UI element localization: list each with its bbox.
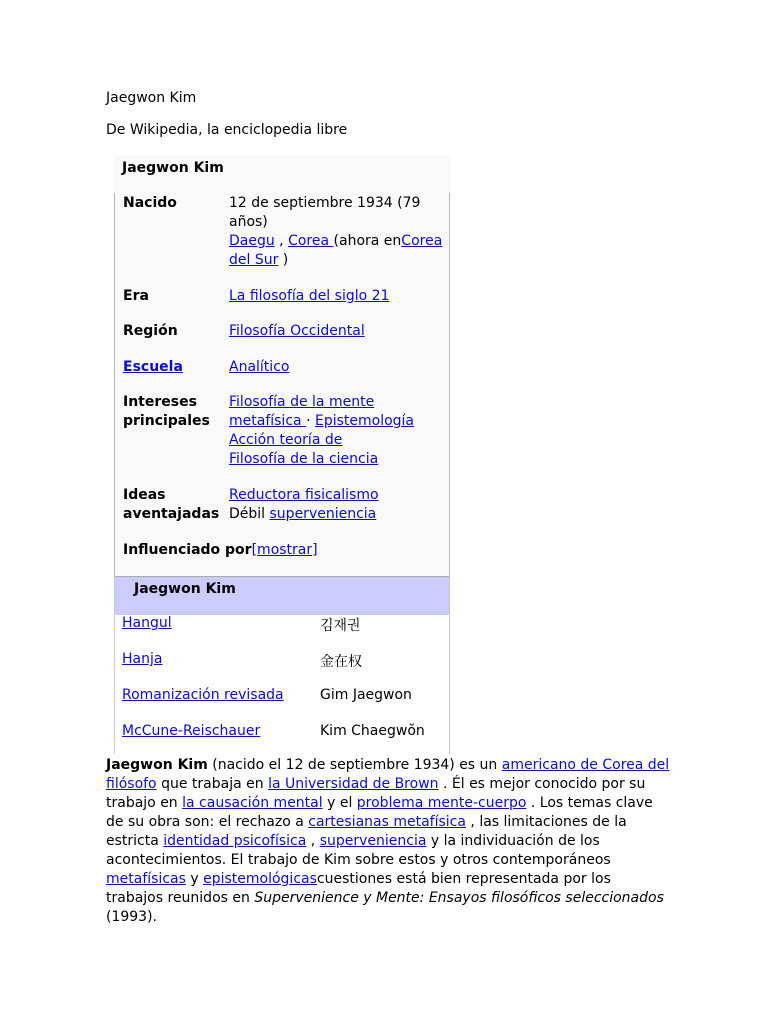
text-segment: (1993). [106,909,158,925]
text-segment: . Los temas clave de su obra son: el rechazo a [106,795,653,830]
school-label-wrap [123,358,227,377]
interests-value [229,393,445,469]
born-sep: , [274,233,289,249]
link-korean-american-philosopher[interactable]: americano de Corea del filósofo [106,757,670,792]
born-date: 12 de septiembre 1934 (79 [229,195,421,211]
text-segment: . Él es mejor conocido por su trabajo en [106,776,646,811]
link-daegu[interactable]: Daegu [229,233,275,249]
born-age: años) [229,214,268,230]
interest-line-3 [229,431,445,450]
era-value [229,287,445,306]
link-epistemology[interactable]: epistemológicas [203,871,317,887]
link-school[interactable]: Analítico [229,359,290,375]
link-cartesian-metaphysics[interactable]: cartesianas metafísica [308,814,466,830]
korean-heading: Jaegwon Kim [115,576,449,615]
book-title: Supervenience y Mente: Ensayos filosóficos seleccionados [254,890,664,906]
link-mental-causation[interactable]: la causación mental [182,795,323,811]
ideas-label [123,486,227,524]
influenced-toggle[interactable]: [mostrar] [251,542,318,558]
link-idea-1[interactable]: Reductora fisicalismo [229,487,379,503]
page-title: Jaegwon Kim [106,90,197,106]
link-era[interactable]: La filosofía del siglo 21 [229,288,390,304]
infobox-body [114,193,450,578]
link-brown-university[interactable]: la Universidad de Brown [268,776,439,792]
text-segment: , [306,833,320,849]
link-supervenience[interactable]: superveniencia [319,833,427,849]
interest-line-2 [229,412,445,431]
text-segment: y el [322,795,357,811]
text-segment: , las limitaciones de la estricta [106,814,627,849]
born-close: ) [278,252,289,268]
idea-line-1 [229,486,445,505]
ideas-value [229,486,445,524]
region-label: Región [123,323,178,339]
era-label: Era [123,288,149,304]
link-psychophysical-identity[interactable]: identidad psicofísica [163,833,307,849]
text-segment: y la individuación de los acontecimientos. El trabajo de Kim sobre estos y otros contemporáneos [106,833,611,868]
idea-line-2 [229,505,445,524]
ideas-label-2: aventajadas [123,506,220,522]
link-hangul[interactable]: Hangul [122,615,172,631]
ideas-label-1: Ideas [123,487,166,503]
interests-label-2: principales [123,413,210,429]
born-label: Nacido [123,195,177,211]
influenced-wrap [123,541,318,560]
idea-2-prefix: Débil [229,506,270,522]
link-revised-romanization[interactable]: Romanización revisada [122,687,284,703]
link-corea-del-sur-a[interactable]: Corea [401,233,443,249]
link-hanja[interactable]: Hanja [122,651,163,667]
text-segment: (nacido el 12 de septiembre 1934) es un [207,757,502,773]
page-subtitle: De Wikipedia, la enciclopedia libre [106,122,348,138]
link-interest-3[interactable]: Epistemología [314,413,415,429]
interest-line-4 [229,450,445,469]
link-interest-1[interactable]: Filosofía de la mente [229,394,375,410]
born-value [229,194,445,270]
text-segment: cuestiones está bien representada por los trabajos reunidos en [106,871,611,906]
link-idea-2[interactable]: superveniencia [269,506,377,522]
link-mind-body-problem[interactable]: problema mente-cuerpo [356,795,527,811]
infobox [114,155,450,578]
infobox-heading: Jaegwon Kim [114,155,450,193]
link-mccune-reischauer[interactable]: McCune-Reischauer [122,723,261,739]
text-segment: que trabaja en [156,776,269,792]
link-interest-2[interactable]: metafísica [229,413,307,429]
born-place-2 [229,251,445,270]
mccune-reischauer-value: Kim Chaegwŏn [320,723,425,739]
hangul-value: 김재권 [320,618,361,634]
born-now: (ahora en [333,233,402,249]
link-metaphysics[interactable]: metafísicas [106,871,186,887]
interests-label-1: Intereses [123,394,197,410]
subject-name: Jaegwon Kim [106,757,208,773]
korean-name-box [114,576,450,754]
link-region[interactable]: Filosofía Occidental [229,323,365,339]
link-corea[interactable]: Corea [288,233,334,249]
text-segment: y [185,871,204,887]
interest-line-1 [229,393,445,412]
school-value [229,358,445,377]
revised-romanization-value: Gim Jaegwon [320,687,412,703]
link-school-label[interactable]: Escuela [123,359,183,375]
born-place [229,232,445,251]
hanja-value: 金在权 [320,654,362,670]
interest-sep: · [306,413,315,429]
intro-paragraph [106,756,671,927]
interests-label [123,393,227,431]
link-interest-5[interactable]: Filosofía de la ciencia [229,451,379,467]
influenced-label: Influenciado por [123,542,252,558]
link-corea-del-sur-b[interactable]: del Sur [229,252,279,268]
link-interest-4[interactable]: Acción teoría de [229,432,343,448]
region-value [229,322,445,341]
